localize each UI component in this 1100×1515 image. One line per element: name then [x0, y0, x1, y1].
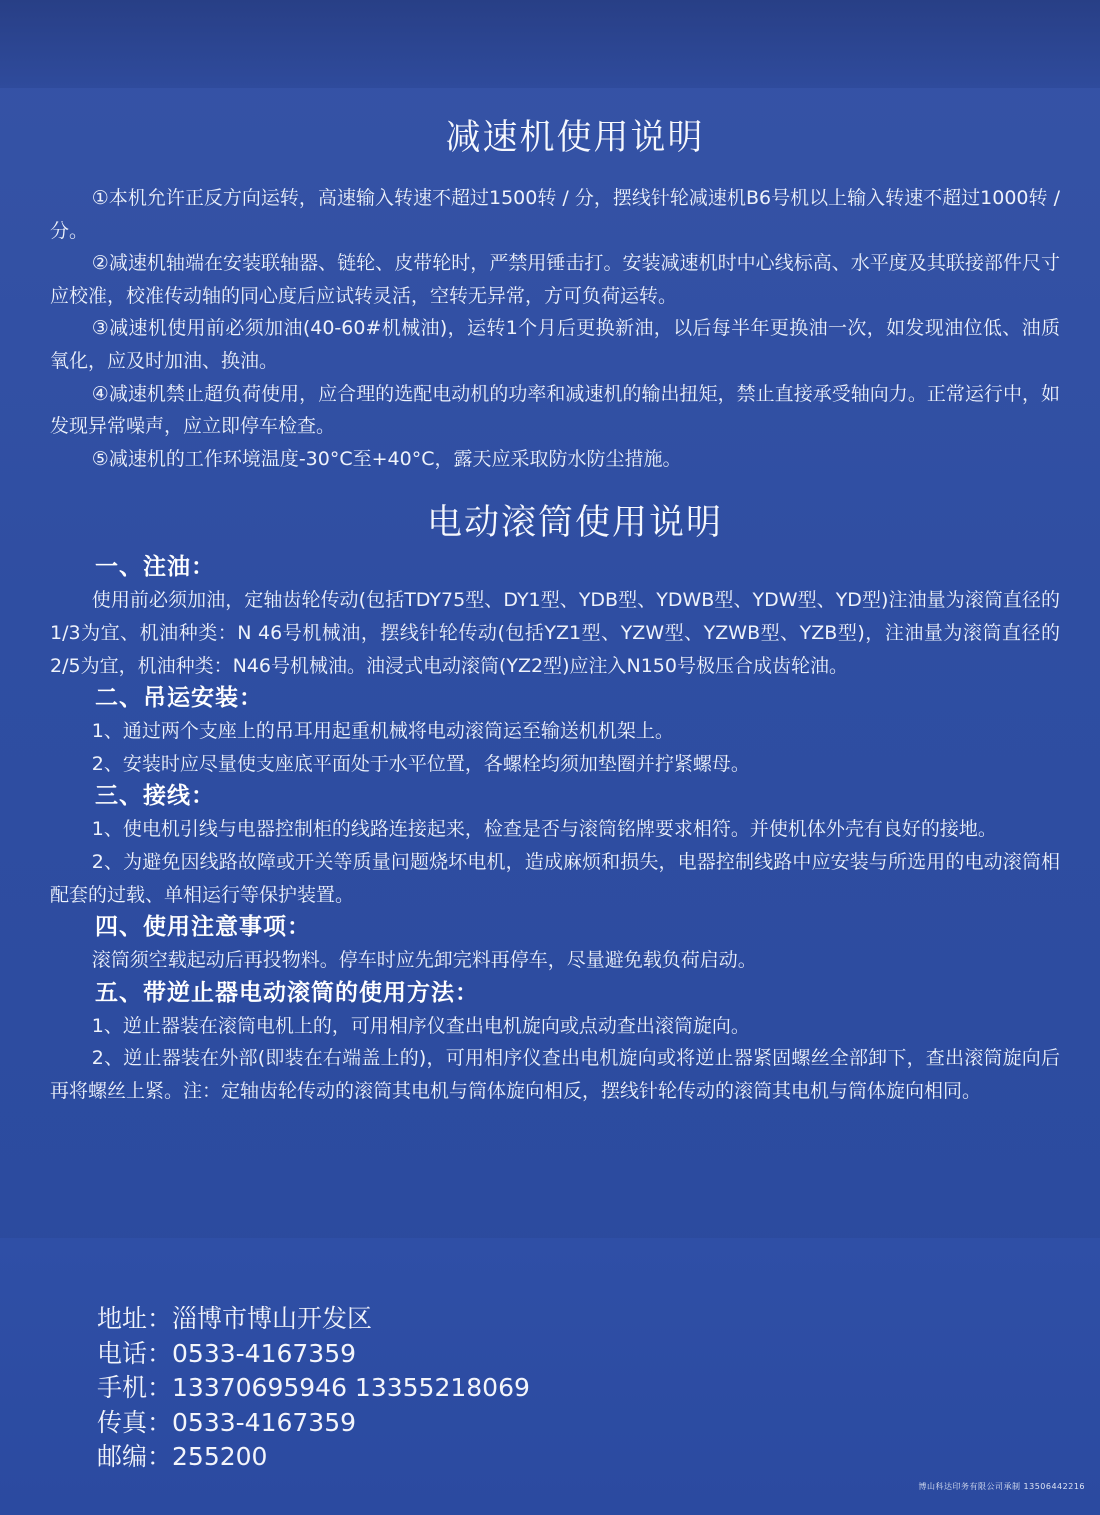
mobile-row	[97, 1371, 530, 1406]
phone-label: 电话：	[97, 1338, 173, 1368]
drum-section-wiring	[50, 780, 1060, 911]
section-heading: 二、吊运安装：	[95, 685, 263, 712]
section-heading: 五、带逆止器电动滚筒的使用方法：	[95, 979, 479, 1006]
reducer-item: ①本机允许正反方向运转，高速输入转速不超过1500转 / 分，摆线针轮减速机B6号机以上输入转速不超过1000转 / 分。	[50, 187, 1060, 242]
section-heading: 一、注油：	[95, 554, 215, 581]
section-paragraph: 1、逆止器装在滚筒电机上的，可用相序仪查出电机旋向或点动查出滚筒旋向。	[91, 1014, 750, 1037]
section-paragraph: 滚筒须空载起动后再投物料。停车时应先卸完料再停车，尽量避免载负荷启动。	[91, 949, 757, 972]
mobile-label: 手机：	[97, 1373, 173, 1402]
fax-value: 0533-4167359	[172, 1407, 356, 1437]
drum-section-oiling	[50, 551, 1060, 682]
reducer-title: 减速机使用说明	[445, 118, 705, 158]
section-paragraph: 2、逆止器装在外部(即装在右端盖上的)，可用相序仪查出电机旋向或将逆止器紧固螺丝全部卸下，查出滚筒旋向后再将螺丝上紧。注：定轴齿轮传动的滚筒其电机与筒体旋向相反，摆线针轮传动的滚筒其电机与筒体旋向相同。	[50, 1047, 1060, 1102]
fax-label: 传真：	[97, 1407, 173, 1437]
section-paragraph: 2、为避免因线路故障或开关等质量问题烧坏电机，造成麻烦和损失，电器控制线路中应安装与所选用的电动滚筒相配套的过载、单相运行等保护装置。	[50, 850, 1060, 906]
postcode-label: 邮编：	[97, 1442, 173, 1471]
phone-value: 0533-4167359	[172, 1338, 356, 1368]
drum-title: 电动滚筒使用说明	[426, 503, 723, 544]
reducer-item: ⑤减速机的工作环境温度-30°C至+40°C，露天应采取防水防尘措施。	[91, 447, 682, 470]
reducer-item: ④减速机禁止超负荷使用，应合理的选配电动机的功率和减速机的输出扭矩，禁止直接承受轴向力。正常运行中，如发现异常噪声，应立即停车检查。	[50, 382, 1060, 438]
section-paragraph: 1、通过两个支座上的吊耳用起重机械将电动滚筒运至输送机机架上。	[91, 720, 674, 743]
drum-section-installation	[50, 682, 1060, 780]
top-band	[0, 0, 1100, 88]
address-label: 地址：	[97, 1304, 173, 1333]
fax-row	[97, 1406, 530, 1441]
printer-credit: 博山科达印务有限公司承制 13506442216	[918, 1482, 1085, 1491]
postcode-value: 255200	[172, 1442, 268, 1471]
section-heading: 四、使用注意事项：	[95, 914, 311, 941]
reducer-item: ②减速机轴端在安装联轴器、链轮、皮带轮时，严禁用锤击打。安装减速机时中心线标高、水平度及其联接部件尺寸应校准，校准传动轴的同心度后应试转灵活，空转无异常，方可负荷运转。	[50, 252, 1060, 307]
address-value: 淄博市博山开发区	[172, 1304, 373, 1333]
section-heading: 三、接线：	[95, 783, 215, 810]
section-paragraph: 使用前必须加油，定轴齿轮传动(包括TDY75型、DY1型、YDB型、YDWB型、YDW型、YD型)注油量为滚筒直径的1/3为宜、机油种类：N 46号机械油，摆线针轮传动(包括YZ1型、YZW型、YZWB型、YZB型)，注油量为滚筒直径的2/5为宜，机油种类：N46号机械油。油浸式电动滚筒(YZ2型)应注入N150号极压合成齿轮油。	[50, 589, 1060, 677]
mobile-value: 13370695946 13355218069	[172, 1373, 530, 1402]
phone-row	[97, 1337, 530, 1372]
postcode-row	[97, 1440, 530, 1475]
instructions-content	[50, 110, 1060, 1107]
drum-section-precautions	[50, 911, 1060, 977]
reducer-instructions	[50, 182, 1060, 475]
reducer-item: ③减速机使用前必须加油(40-60#机械油)，运转1个月后更换新油，以后每半年更换油一次，如发现油位低、油质氧化，应及时加油、换油。	[50, 317, 1060, 372]
contact-block	[97, 1302, 530, 1475]
drum-section-backstop	[50, 977, 1060, 1108]
address-row	[97, 1302, 530, 1337]
section-paragraph: 2、安装时应尽量使支座底平面处于水平位置，各螺栓均须加垫圈并拧紧螺母。	[91, 752, 750, 775]
section-paragraph: 1、使电机引线与电器控制柜的线路连接起来，检查是否与滚筒铭牌要求相符。并使机体外壳有良好的接地。	[91, 818, 997, 841]
